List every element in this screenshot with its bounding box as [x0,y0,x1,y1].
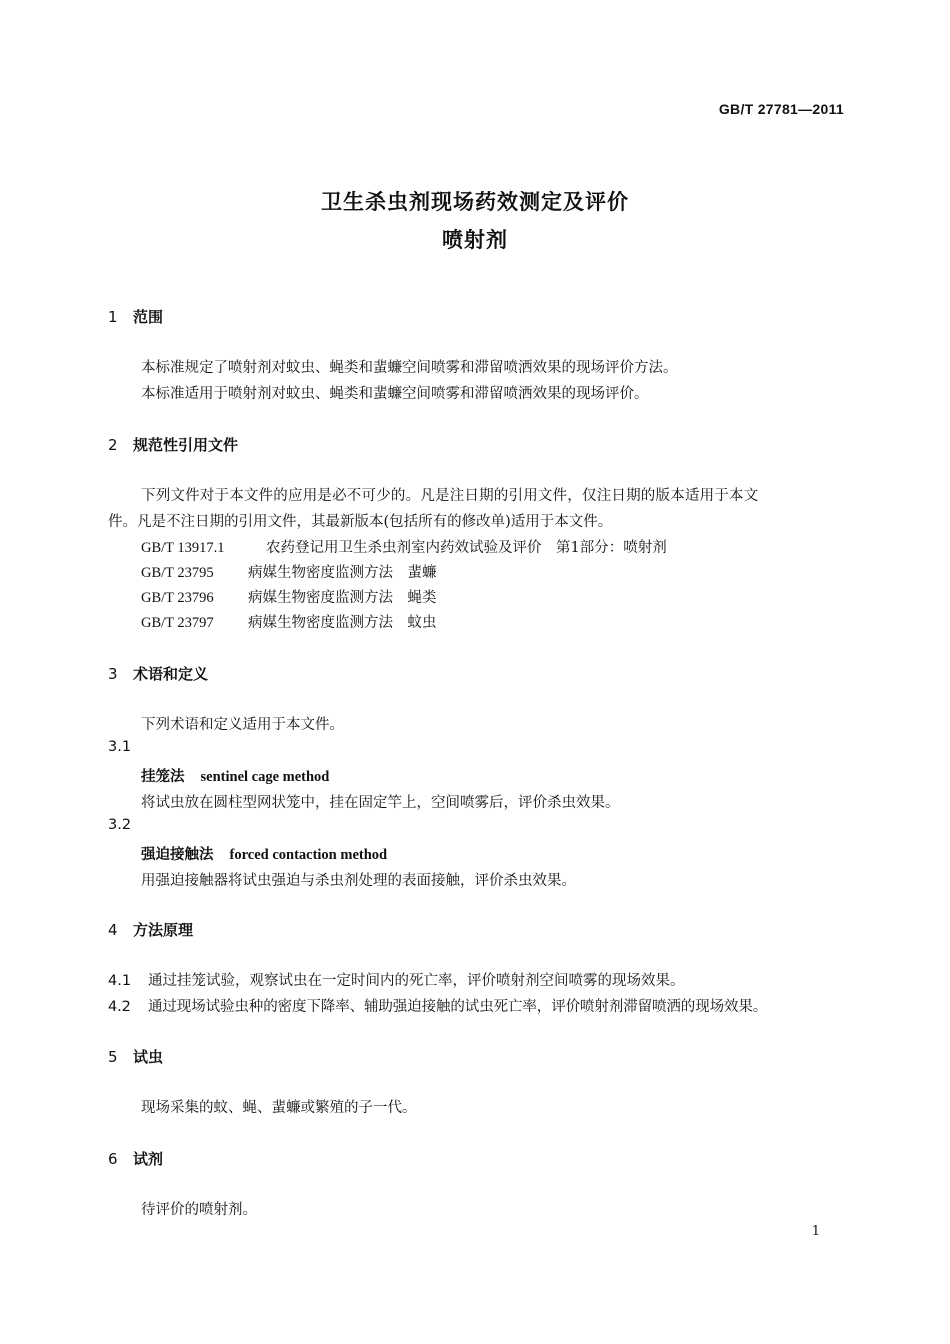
section-title: 规范性引用文件 [133,436,239,454]
section-5-heading [108,1046,163,1067]
term-chinese: 强迫接触法 [141,847,214,863]
page-number: 1 [811,1224,820,1239]
clause [108,969,685,990]
section-number: 5 [108,1048,118,1066]
term-english: forced contaction method [229,847,388,863]
term-chinese: 挂笼法 [141,769,185,785]
paragraph-continuation: 件。凡是不注日期的引用文件，其最新版本(包括所有的修改单)适用于本文件。 [108,514,613,530]
term-number: 3.2 [108,817,132,833]
reference-item [141,586,437,607]
section-3-heading [108,663,208,684]
section-title: 术语和定义 [133,665,209,683]
paragraph: 本标准规定了喷射剂对蚊虫、蝇类和蜚蠊空间喷雾和滞留喷洒效果的现场评价方法。 [141,360,678,376]
section-number: 4 [108,921,118,939]
section-2-heading [108,434,238,455]
clause-number: 4.2 [108,999,131,1015]
section-1-heading [108,306,163,327]
reference-code: GB/T 13917.1 [141,540,225,556]
standard-number: GB/T 27781—2011 [718,101,844,117]
section-number: 3 [108,665,118,683]
reference-title: 农药登记用卫生杀虫剂室内药效试验及评价 第1部分：喷射剂 [266,540,667,556]
reference-item [141,561,437,582]
reference-title: 病媒生物密度监测方法 蚊虫 [248,615,437,631]
reference-code: GB/T 23797 [141,615,214,631]
reference-item [141,611,437,632]
paragraph: 下列术语和定义适用于本文件。 [141,717,344,733]
term-definition: 将试虫放在圆柱型网状笼中，挂在固定竿上，空间喷雾后，评价杀虫效果。 [141,795,620,811]
paragraph: 现场采集的蚊、蝇、蜚蠊或繁殖的子一代。 [141,1100,417,1116]
document-subtitle: 喷射剂 [442,228,508,252]
section-title: 试虫 [133,1048,164,1066]
reference-item [141,536,667,557]
term-number: 3.1 [108,739,132,755]
term-english: sentinel cage method [200,769,330,785]
clause-text: 通过现场试验虫种的密度下降率、辅助强迫接触的试虫死亡率，评价喷射剂滞留喷洒的现场效果。 [148,999,768,1015]
section-title: 方法原理 [133,921,194,939]
term-entry [141,765,329,786]
term-entry [141,843,387,864]
section-number: 2 [108,436,118,454]
paragraph: 下列文件对于本文件的应用是必不可少的。凡是注日期的引用文件，仅注日期的版本适用于本文 [141,488,759,504]
clause-text: 通过挂笼试验，观察试虫在一定时间内的死亡率，评价喷射剂空间喷雾的现场效果。 [148,973,685,989]
reference-code: GB/T 23796 [141,590,214,606]
clause-number: 4.1 [108,973,132,989]
clause [108,995,767,1016]
section-title: 试剂 [133,1150,164,1168]
reference-title: 病媒生物密度监测方法 蝇类 [248,590,437,606]
term-definition: 用强迫接触器将试虫强迫与杀虫剂处理的表面接触，评价杀虫效果。 [141,873,576,889]
section-6-heading [108,1148,163,1169]
reference-title: 病媒生物密度监测方法 蜚蠊 [248,565,437,581]
paragraph: 待评价的喷射剂。 [141,1202,257,1218]
section-4-heading [108,919,193,940]
reference-code: GB/T 23795 [141,565,214,581]
section-number: 1 [108,308,118,326]
section-title: 范围 [133,308,164,326]
section-number: 6 [108,1150,118,1168]
document-title: 卫生杀虫剂现场药效测定及评价 [321,190,629,214]
paragraph: 本标准适用于喷射剂对蚊虫、蝇类和蜚蠊空间喷雾和滞留喷洒效果的现场评价。 [141,386,649,402]
